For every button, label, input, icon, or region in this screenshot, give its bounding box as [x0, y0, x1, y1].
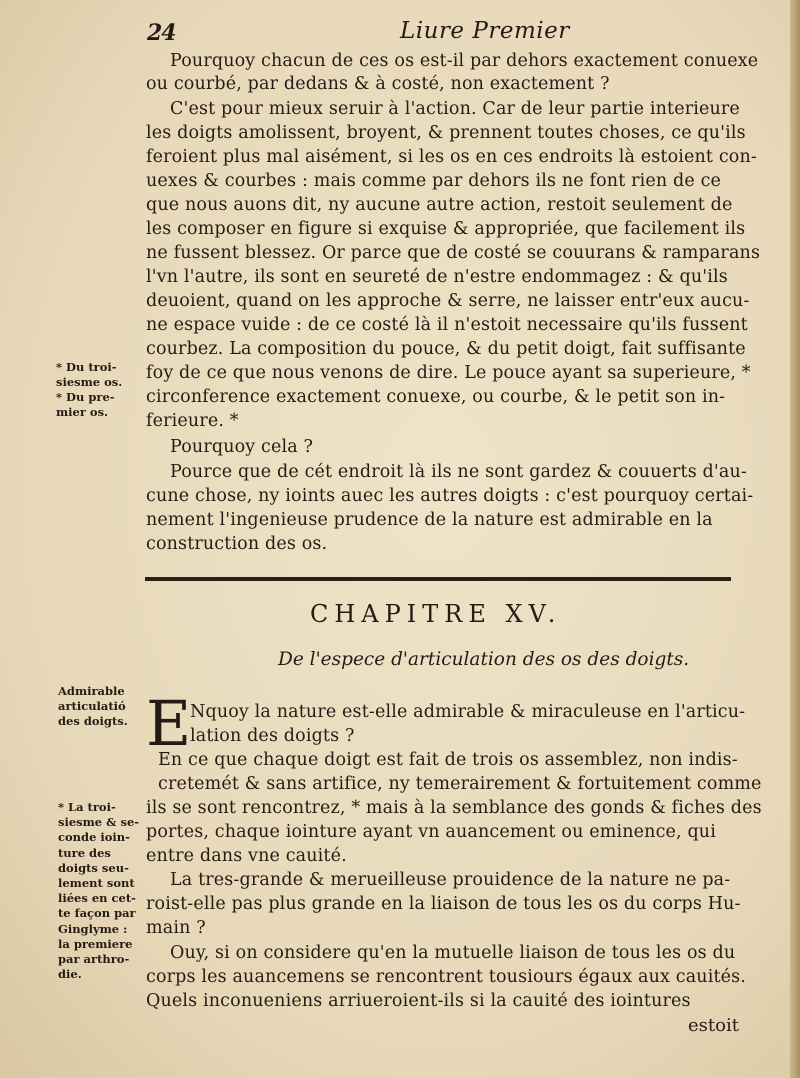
text-line: C'est pour mieux seruir à l'action. Car de leur partie interieure [170, 99, 740, 119]
text-line: construction des os. [146, 534, 328, 554]
text-line: main ? [146, 918, 206, 938]
text-line: Ouy, si on considere qu'en la mutuelle liaison de tous les os du [170, 943, 736, 963]
page-number: 24 [147, 20, 176, 46]
margin-note-line: Admirable [58, 684, 125, 698]
catchword: estoit [688, 1015, 739, 1036]
margin-note-line: te façon par [58, 906, 136, 921]
text-line: nement l'ingenieuse prudence de la nature est admirable en la [146, 510, 713, 530]
text-line: roist-elle pas plus grande en la liaison de tous les os du corps Hu- [146, 894, 741, 914]
page-edge [790, 0, 800, 1078]
text-line: Pource que de cét endroit là ils ne sont gardez & couuerts d'au- [170, 462, 747, 482]
text-line: La tres-grande & merueilleuse prouidence de la nature ne pa- [170, 870, 731, 890]
text-line: Pourquoy cela ? [170, 437, 314, 457]
text-line: feroient plus mal aisément, si les os en ces endroits là estoient con- [146, 147, 757, 167]
text-line: que nous auons dit, ny aucune autre action, restoit seulement de [146, 195, 733, 215]
text-line: ne espace vuide : de ce costé là il n'estoit necessaire qu'ils fussent [146, 315, 748, 335]
text-line: ils se sont rencontrez, * mais à la semblance des gonds & fiches des [146, 798, 762, 818]
text-line: l'vn l'autre, ils sont en seureté de n'estre endommagez : & qu'ils [146, 267, 728, 287]
text-line: les doigts amolissent, broyent, & prennent toutes choses, ce qu'ils [146, 123, 746, 143]
text-line: entre dans vne cauité. [146, 846, 347, 866]
text-line: lation des doigts ? [190, 726, 355, 746]
running-title: Liure Premier [400, 18, 570, 44]
text-line: foy de ce que nous venons de dire. Le pouce ayant sa superieure, * [146, 363, 751, 383]
margin-note [58, 684, 146, 729]
margin-note-line: siesme os. [56, 375, 123, 389]
text-line: portes, chaque iointure ayant vn auancement ou eminence, qui [146, 822, 716, 842]
margin-note-line: * Du pre- [56, 390, 115, 404]
text-line: les composer en figure si exquise & appropriée, que facilement ils [146, 219, 746, 239]
text-line: corps les auancemens se rencontrent tousiours égaux aux cauités. [146, 967, 746, 987]
section-divider [145, 577, 731, 581]
margin-note-line: la premiere [58, 936, 133, 951]
margin-note-line: ture des [58, 845, 111, 860]
margin-note-line: lement sont [58, 876, 135, 891]
margin-note-line: mier os. [56, 405, 109, 419]
text-line: courbez. La composition du pouce, & du petit doigt, fait suffisante [146, 339, 746, 359]
margin-note-line: conde ioin- [58, 830, 130, 845]
chapter-title: CHAPITRE XV. [310, 600, 562, 628]
text-line: cune chose, ny ioints auec les autres doigts : c'est pourquoy certai- [146, 486, 754, 506]
text-line: deuoient, quand on les approche & serre, ne laisser entr'eux aucu- [146, 291, 750, 311]
text-line: ou courbé, par dedans & à costé, non exactement ? [146, 74, 610, 94]
text-line: cretemét & sans artifice, ny temerairement & fortuitement comme [158, 774, 762, 794]
margin-note-line: articulatió [58, 699, 126, 713]
margin-note-line: des doigts. [58, 714, 128, 728]
text-line: uexes & courbes : mais comme par dehors ils ne font rien de ce [146, 171, 722, 191]
margin-note-line: die. [58, 967, 82, 982]
margin-note-line: siesme & se- [58, 815, 140, 830]
margin-note [56, 360, 144, 420]
margin-note [58, 800, 146, 982]
margin-note-line: * La troi- [58, 800, 116, 814]
margin-note-line: Ginglyme : [58, 921, 128, 936]
margin-note-line: par arthro- [58, 952, 130, 967]
margin-note-line: liées en cet- [58, 891, 136, 906]
text-line: En ce que chaque doigt est fait de trois os assemblez, non indis- [158, 750, 738, 770]
text-line: ne fussent blessez. Or parce que de costé se couurans & ramparans [146, 243, 761, 263]
text-line: circonference exactement conuexe, ou courbe, & le petit son in- [146, 387, 726, 407]
text-line: ferieure. * [146, 411, 239, 431]
text-line: Nquoy la nature est-elle admirable & miraculeuse en l'articu- [190, 702, 746, 722]
margin-note-line: doigts seu- [58, 860, 129, 875]
chapter-subtitle: De l'espece d'articulation des os des doigts. [278, 649, 690, 670]
drop-cap: E [146, 687, 192, 760]
text-line: Quels inconueniens arriueroient-ils si la cauité des iointures [146, 991, 691, 1011]
text-line: Pourquoy chacun de ces os est-il par dehors exactement conuexe [170, 51, 759, 71]
margin-note-line: * Du troi- [56, 360, 117, 374]
